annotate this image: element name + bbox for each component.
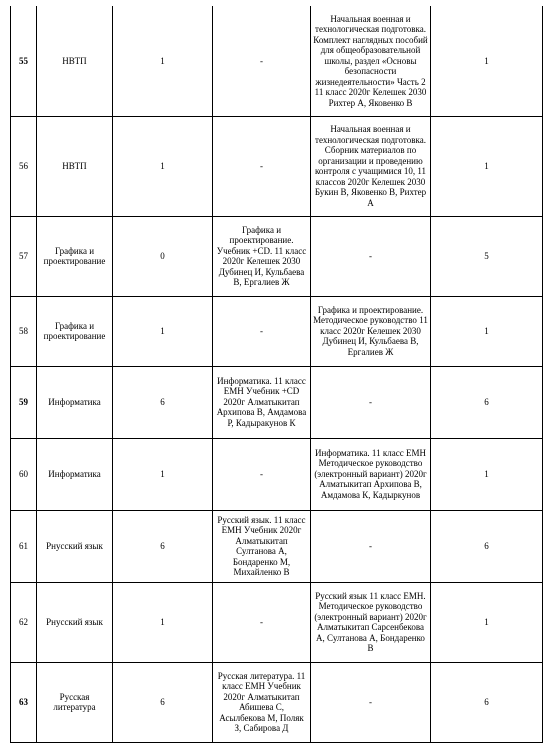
subject-cell: Информатика <box>37 438 113 510</box>
row-number: 56 <box>11 116 37 216</box>
method-cell: - <box>311 216 431 296</box>
count-cell: 1 <box>113 296 213 366</box>
textbook-cell: Графика и проектирование. Учебник +CD. 11 класс 2020г Келешек 2030 Дубинец И, Кульбаева В, Ергалиев Ж <box>213 216 311 296</box>
row-number: 61 <box>11 510 37 582</box>
total-cell: 5 <box>431 216 543 296</box>
subject-cell: НВТП <box>37 116 113 216</box>
row-number: 63 <box>11 662 37 742</box>
table-row <box>11 216 543 296</box>
row-number: 60 <box>11 438 37 510</box>
textbook-cell: Информатика. 11 класс ЕМН Учебник +CD 2020г Алматыкитап Архипова В, Амдамова Р, Кадыракунов К <box>213 366 311 438</box>
total-cell: 1 <box>431 116 543 216</box>
total-cell: 6 <box>431 510 543 582</box>
textbook-table <box>10 6 543 743</box>
subject-cell: Графика и проектирование <box>37 216 113 296</box>
method-cell: Начальная военная и технологическая подготовка. Сборник материалов по организации и проведению контроля с учащимися 10, 11 классов 2020г Келешек 2030 Букин В, Яковенко В, Рихтер А <box>311 116 431 216</box>
table-row <box>11 366 543 438</box>
table-row <box>11 510 543 582</box>
textbook-cell: Русская литература. 11 класс ЕМН Учебник 2020г Алматыкитап Абишева С, Асылбекова М, Поляк З, Сабирова Д <box>213 662 311 742</box>
table-row <box>11 438 543 510</box>
total-cell: 1 <box>431 438 543 510</box>
method-cell: Графика и проектирование. Методическое руководство 11 класс 2020г Келешек 2030 Дубинец И, Кульбаева В, Ергалиев Ж <box>311 296 431 366</box>
textbook-cell: - <box>213 296 311 366</box>
subject-cell: Русская литература <box>37 662 113 742</box>
textbook-cell: - <box>213 582 311 662</box>
table-row <box>11 116 543 216</box>
table-row <box>11 6 543 116</box>
textbook-cell: Русский язык. 11 класс ЕМН Учебник 2020г Алматыкитап Султанова А, Бондаренко М, Михайленко В <box>213 510 311 582</box>
total-cell: 6 <box>431 662 543 742</box>
count-cell: 1 <box>113 582 213 662</box>
count-cell: 6 <box>113 662 213 742</box>
row-number: 57 <box>11 216 37 296</box>
table-row <box>11 582 543 662</box>
table-body <box>11 6 543 742</box>
textbook-cell: - <box>213 6 311 116</box>
row-number: 62 <box>11 582 37 662</box>
method-cell: Информатика. 11 класс ЕМН Методическое руководство (электронный вариант) 2020г Алматыкитап Архипова В, Амдамова К, Кадыркунов <box>311 438 431 510</box>
total-cell: 1 <box>431 582 543 662</box>
method-cell: - <box>311 662 431 742</box>
row-number: 55 <box>11 6 37 116</box>
method-cell: Начальная военная и технологическая подготовка. Комплект наглядных пособий для общеобразовательной школы, раздел «Основы безопасности жизнедеятельности» Часть 2 11 класс 2020г Келешек 2030 Рихтер А, Яковенко В <box>311 6 431 116</box>
count-cell: 1 <box>113 116 213 216</box>
total-cell: 1 <box>431 6 543 116</box>
method-cell: - <box>311 366 431 438</box>
total-cell: 1 <box>431 296 543 366</box>
total-cell: 6 <box>431 366 543 438</box>
textbook-cell: - <box>213 438 311 510</box>
table-row <box>11 662 543 742</box>
count-cell: 0 <box>113 216 213 296</box>
count-cell: 6 <box>113 366 213 438</box>
row-number: 58 <box>11 296 37 366</box>
count-cell: 1 <box>113 6 213 116</box>
subject-cell: Графика и проектирование <box>37 296 113 366</box>
textbook-cell: - <box>213 116 311 216</box>
subject-cell: Рнусский язык <box>37 510 113 582</box>
subject-cell: НВТП <box>37 6 113 116</box>
subject-cell: Рнусский язык <box>37 582 113 662</box>
method-cell: Русский язык 11 класс ЕМН. Методическое руководство (электронный вариант) 2020г Алматыкитап Сарсенбекова А, Султанова А, Бондаренко В <box>311 582 431 662</box>
count-cell: 6 <box>113 510 213 582</box>
table-row <box>11 296 543 366</box>
count-cell: 1 <box>113 438 213 510</box>
row-number: 59 <box>11 366 37 438</box>
method-cell: - <box>311 510 431 582</box>
subject-cell: Информатика <box>37 366 113 438</box>
